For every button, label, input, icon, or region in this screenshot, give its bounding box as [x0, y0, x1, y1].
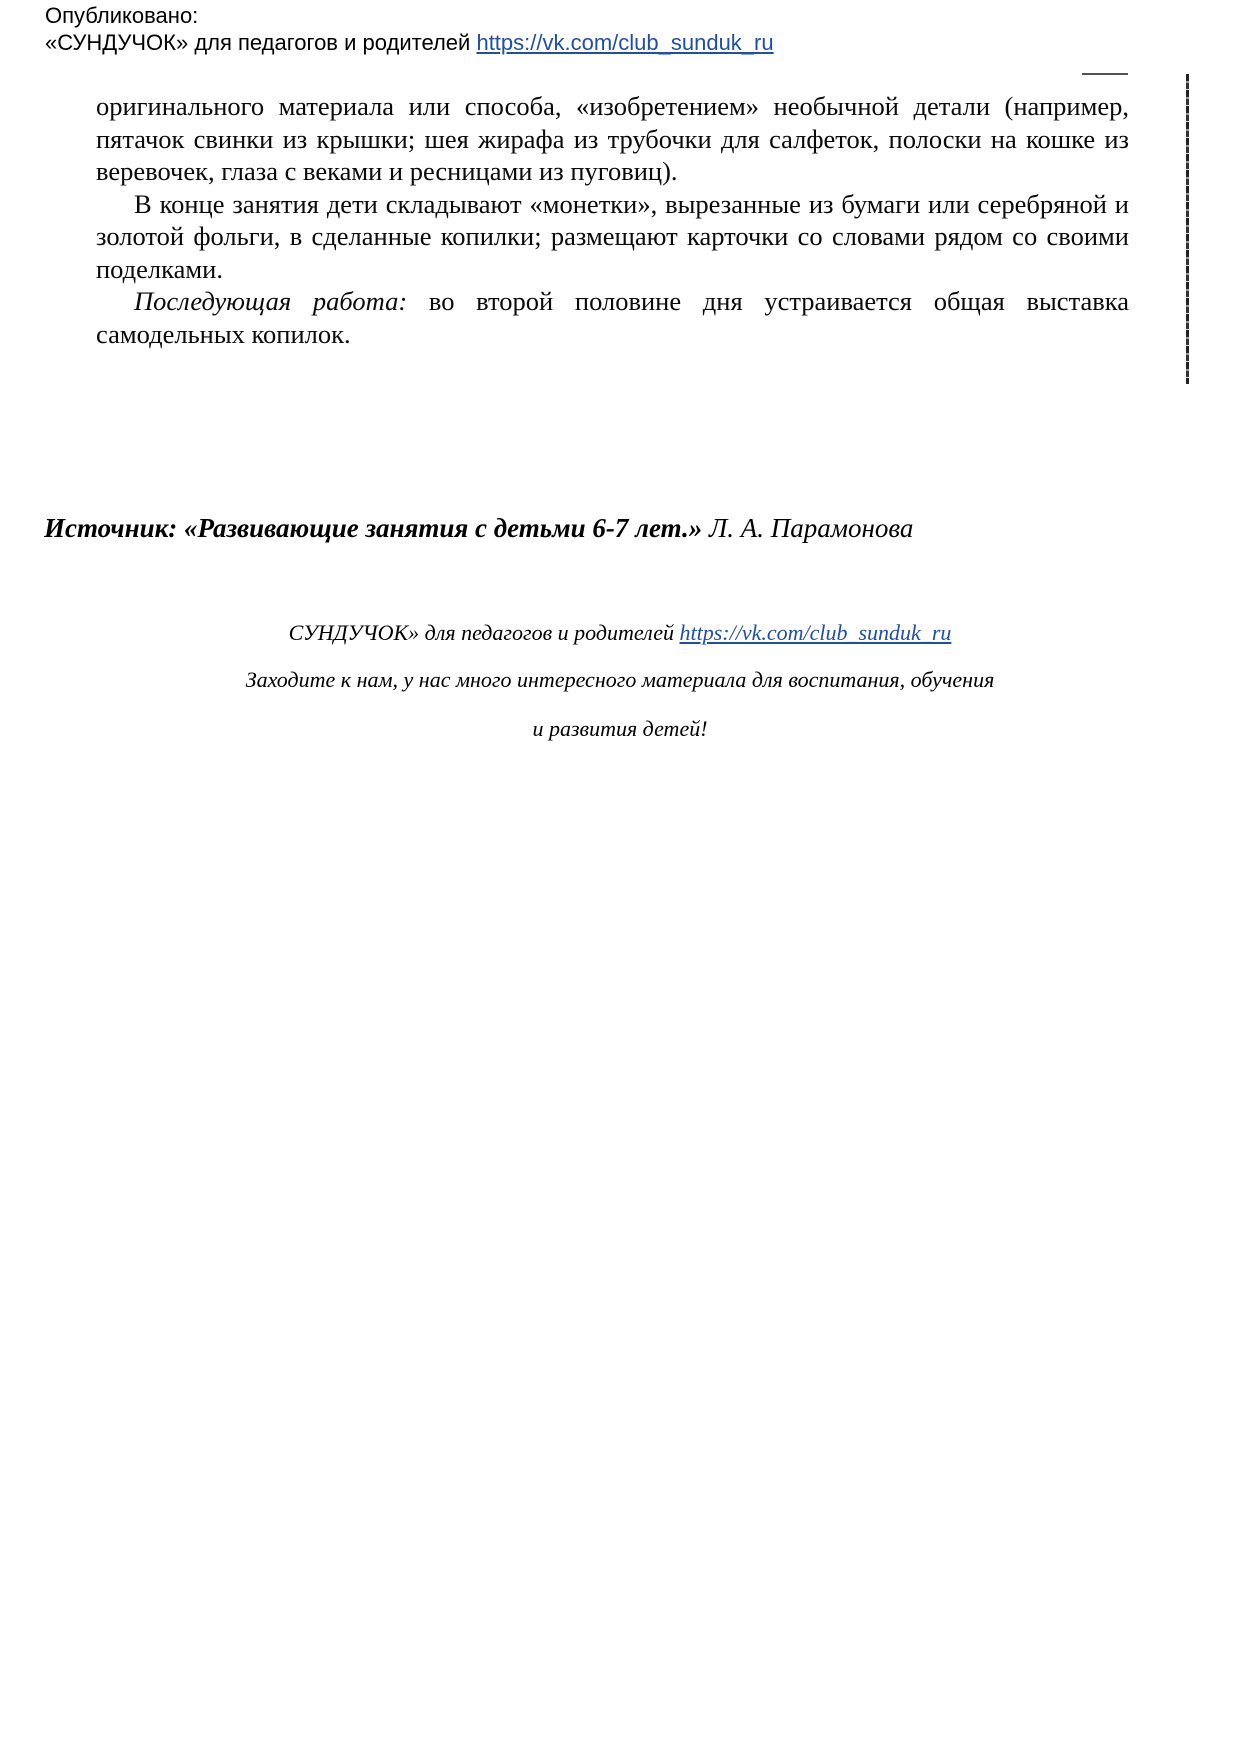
followup-work-label: Последующая работа:: [134, 286, 408, 316]
scan-rule-mark: [1082, 73, 1128, 75]
footer-site-line: [0, 620, 1240, 646]
scan-page-edge: [1186, 74, 1189, 384]
published-site-line: [45, 29, 865, 56]
body-paragraph-2: В конце занятия дети складывают «монетки», вырезанные из бумаги или серебряной и золотой фольги, в сделанные копилки; размещают карточки со словами рядом со своими поделками.: [96, 188, 1129, 284]
body-paragraph-3: [96, 285, 1129, 350]
footer-invite-line-2: и развития детей!: [532, 716, 708, 741]
body-paragraph-1: оригинального материала или способа, «изобретением» необычной детали (например, пятачок свинки из крышки; шея жирафа из трубочки для салфеток, полоски на кошке из веревочек, глаза с веками и ресницами из пуговиц).: [96, 91, 1129, 186]
source-author: Л. А. Парамонова: [702, 513, 914, 543]
published-site-name: «СУНДУЧОК» для педагогов и родителей: [45, 30, 471, 55]
footer-invite-line-1: Заходите к нам, у нас много интересного материала для воспитания, обучения: [245, 667, 995, 692]
published-site-link[interactable]: https://vk.com/club_sunduk_ru: [476, 30, 774, 55]
scanned-text-block: [96, 90, 1129, 350]
published-label: Опубликовано:: [45, 3, 199, 28]
followup-work-text: во второй половине дня устраивается общая выставка самодельных копилок.: [96, 286, 1129, 349]
source-title: Источник: «Развивающие занятия с детьми 6-7 лет.»: [44, 513, 703, 543]
footer-site-name: СУНДУЧОК» для педагогов и родителей: [288, 620, 680, 645]
published-header: [45, 2, 865, 56]
source-citation: [44, 511, 1144, 545]
footer-site-link[interactable]: https://vk.com/club_sunduk_ru: [679, 620, 952, 645]
